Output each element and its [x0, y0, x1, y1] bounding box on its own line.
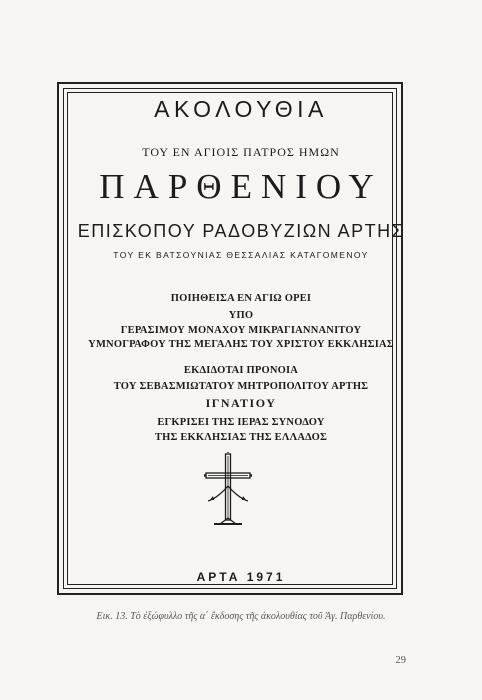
figure-caption: Εικ. 13. Τὸ ἐξώφυλλο τῆς α΄ ἔκδοσης τῆς ἀκολουθίας τοῦ Ἁγ. Παρθενίου.	[96, 611, 386, 622]
author-line: ΥΜΝΟΓΡΑΦΟΥ ΤΗΣ ΜΕΓΑΛΗΣ ΤΟΥ ΧΡΙΣΤΟΥ ΕΚΚΛΗΣΙΑΣ	[88, 339, 394, 350]
author-line: ΥΠΟ	[228, 310, 254, 321]
author-line: ΓΕΡΑΣΙΜΟΥ ΜΟΝΑΧΟΥ ΜΙΚΡΑΓΙΑΝΝΑΝΙΤΟΥ	[120, 325, 362, 336]
publisher-line: ΤΟΥ ΣΕΒΑΣΜΙΩΤΑΤΟΥ ΜΗΤΡΟΠΟΛΙΤΟΥ ΑΡΤΗΣ	[113, 381, 369, 392]
author-line: ΠΟΙΗΘΕΙΣΑ ΕΝ ΑΓΙΩ ΟΡΕΙ	[170, 293, 312, 304]
metropolitan-name: ΙΓΝΑΤΙΟΥ	[205, 396, 277, 410]
publisher-line: ΕΓΚΡΙΣΕΙ ΤΗΣ ΙΕΡΑΣ ΣΥΝΟΔΟΥ	[157, 417, 325, 428]
saint-name: ΠΑΡΘΕΝΙΟΥ	[99, 167, 383, 206]
place-year: ΑΡΤΑ 1971	[196, 570, 286, 584]
bishop-line: ΕΠΙΣΚΟΠΟΥ ΡΑΔΟΒΥΖΙΩΝ ΑΡΤΗΣ	[77, 221, 405, 241]
origin-line: ΤΟΥ ΕΚ ΒΑΤΣΟΥΝΙΑΣ ΘΕΣΣΑΛΙΑΣ ΚΑΤΑΓΟΜΕΝΟΥ	[113, 250, 369, 260]
cross-icon	[196, 452, 260, 532]
cover-title: ΑΚΟΛΟΥΘΙΑ	[154, 96, 328, 122]
cover-subtitle: ΤΟΥ ΕΝ ΑΓΙΟΙΣ ΠΑΤΡΟΣ ΗΜΩΝ	[142, 145, 340, 159]
publisher-line: ΕΚΔΙΔΟΤΑΙ ΠΡΟΝΟΙΑ	[183, 365, 299, 376]
publisher-line: ΤΗΣ ΕΚΚΛΗΣΙΑΣ ΤΗΣ ΕΛΛΑΔΟΣ	[154, 432, 328, 443]
page-number: 29	[395, 655, 406, 666]
